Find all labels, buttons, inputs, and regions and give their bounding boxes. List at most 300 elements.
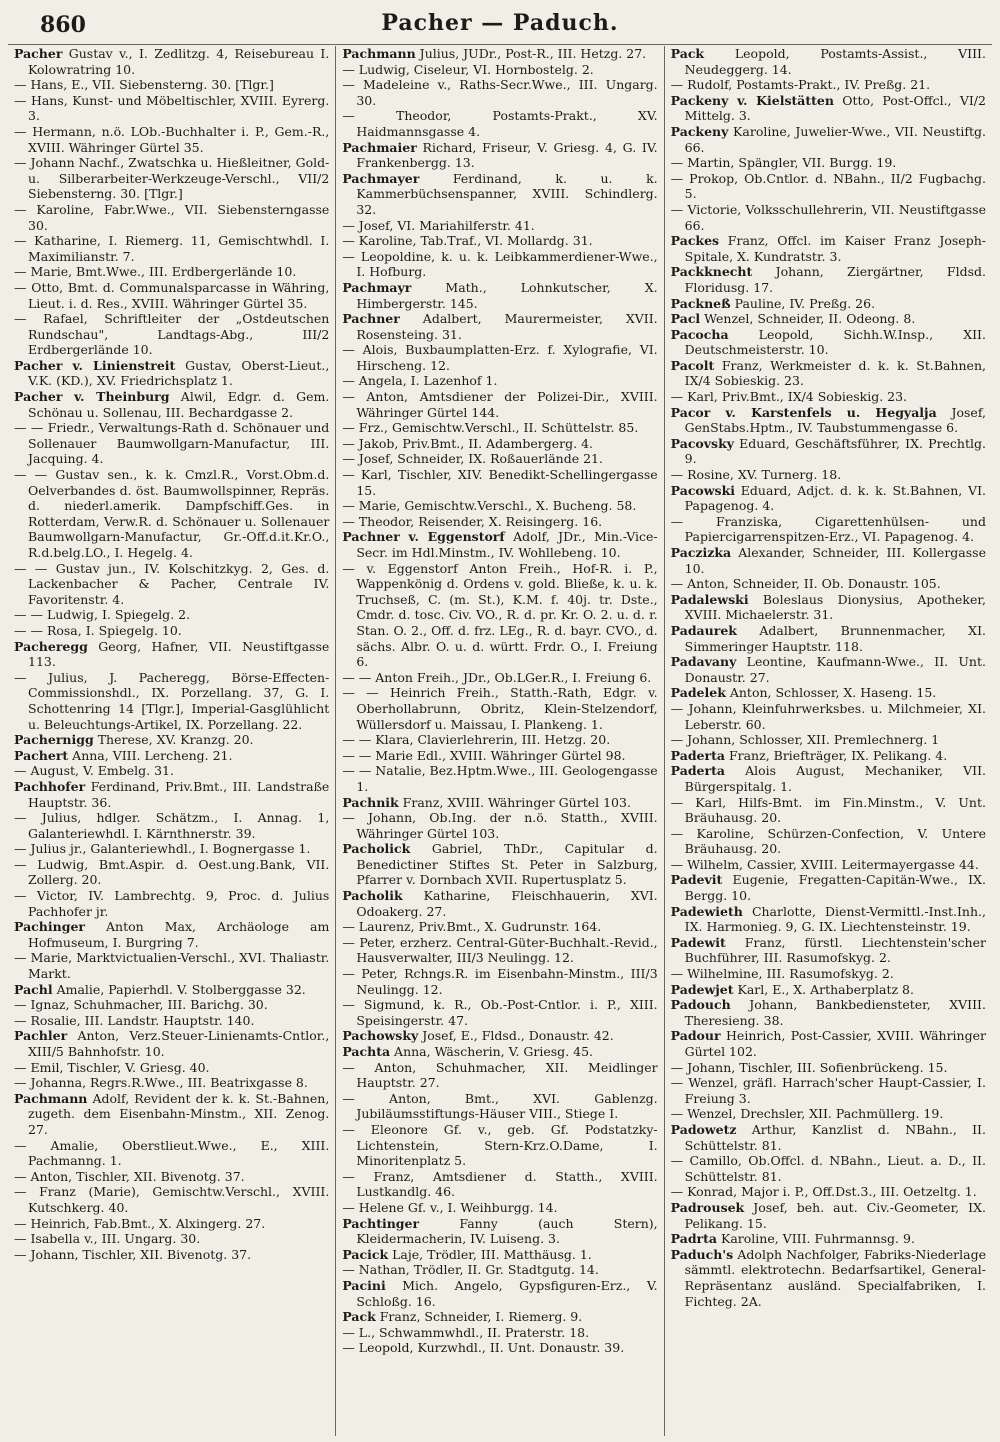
- entry-details: — Sigmund, k. R., Ob.-Post-Cntlor. i. P., XIII. Speisingerstr. 47.: [342, 997, 658, 1028]
- directory-entry: [342, 841, 657, 888]
- entry-details: — Anton, Tischler, XII. Bivenotg. 37.: [14, 1168, 245, 1184]
- directory-entry: [671, 732, 986, 748]
- directory-entry: [671, 1184, 986, 1200]
- entry-details: Josef, GenStabs.Hptm., IV. Taubstummengasse 6.: [684, 404, 986, 436]
- directory-entry: [342, 748, 657, 764]
- directory-entry: [14, 202, 329, 233]
- directory-entry: [671, 311, 986, 327]
- directory-entry: [14, 857, 329, 888]
- entry-details: — Anton, Amtsdiener der Polizei-Dir., XVIII. Währinger Gürtel 144.: [342, 389, 658, 420]
- entry-details: — Ludwig, Bmt.Aspir. d. Oest.ung.Bank, VII. Zollerg. 20.: [14, 856, 330, 888]
- directory-entry: [671, 795, 986, 826]
- entry-details: — Jakob, Priv.Bmt., II. Adambergerg. 4.: [342, 435, 594, 451]
- directory-entry: [14, 888, 329, 919]
- entry-surname: Paczizka: [670, 545, 732, 560]
- directory-entry: [671, 872, 986, 903]
- entry-details: Alwil, Edgr. d. Gem. Schönau u. Sollenau, III. Bechardgasse 2.: [28, 389, 330, 420]
- entry-surname: Pacini: [342, 1277, 386, 1293]
- entry-surname: Pacholik: [342, 888, 403, 904]
- directory-entry: [342, 670, 657, 686]
- directory-entry: [342, 888, 657, 919]
- directory-entry: [671, 982, 986, 998]
- entry-details: Alois August, Mechaniker, VII. Bürgerspitalg. 1.: [684, 763, 986, 794]
- entry-surname: Pachner v. Eggenstorf: [342, 529, 505, 545]
- entry-surname: Padouch: [670, 997, 731, 1013]
- directory-entry: [342, 311, 657, 342]
- entry-details: — Anton, Schneider, II. Ob. Donaustr. 105.: [670, 576, 941, 592]
- entry-details: — Franz, Amtsdiener d. Statth., XVIII. Lustkandlg. 46.: [342, 1168, 658, 1200]
- entry-surname: Pack: [342, 1309, 376, 1325]
- entry-surname: Packes: [670, 233, 720, 249]
- entry-details: Georg, Hafner, VII. Neustiftgasse 113.: [28, 638, 330, 670]
- entry-details: Heinrich, Post-Cassier, XVIII. Währinger Gürtel 102.: [684, 1028, 986, 1059]
- entry-details: Fanny (auch Stern), Kleidermacherin, IV. Luiseng. 3.: [356, 1215, 658, 1247]
- entry-details: Pauline, IV. Preßg. 26.: [730, 295, 876, 311]
- directory-entry: [671, 264, 986, 295]
- directory-entry: [671, 46, 986, 77]
- directory-entry: [671, 1153, 986, 1184]
- directory-entry: [342, 1200, 657, 1216]
- entry-surname: Pachowsky: [342, 1028, 419, 1044]
- entry-details: — Rafael, Schriftleiter der „Ostdeutschen Rundschau", Landtags-Abg., III/2 Erdbergerlände 10.: [14, 311, 330, 358]
- directory-entry: [14, 77, 329, 93]
- directory-entry: [14, 950, 329, 981]
- entry-details: Katharine, Fleischhauerin, XVI. Odoakerg. 27.: [356, 888, 658, 919]
- entry-details: Franz, Briefträger, IX. Pelikang. 4.: [724, 747, 948, 763]
- entry-details: — Alois, Buxbaumplatten-Erz. f. Xylografie, VI. Hirscheng. 12.: [342, 342, 658, 373]
- directory-entry: [14, 1231, 329, 1247]
- directory-entry: [342, 935, 657, 966]
- entry-details: Franz, XVIII. Währinger Gürtel 103.: [398, 794, 631, 810]
- directory-entry: [342, 966, 657, 997]
- entry-details: — Julius, J. Pacheregg, Börse-Effecten-Commissionshdl., IX. Porzellang. 37, G. I. Schottenring 14 [Tlgr.], Imperial-Gasglühlicht u. Beleuchtungs-Artikel, IX. Porzellang. 22.: [14, 669, 330, 732]
- directory-entry: [342, 108, 657, 139]
- entry-details: — Leopoldine, k. u. k. Leibkammerdiener-Wwe., I. Hofburg.: [342, 248, 658, 280]
- directory-entry: [14, 124, 329, 155]
- directory-entry: [342, 529, 657, 560]
- directory-entry: [671, 748, 986, 764]
- directory-entry: [342, 389, 657, 420]
- entry-details: — Theodor, Reisender, X. Reisingerg. 16.: [342, 513, 603, 529]
- directory-entry: [671, 77, 986, 93]
- directory-entry: [342, 1247, 657, 1263]
- entry-details: Otto, Post-Offcl., VI/2 Mittelg. 3.: [684, 92, 986, 124]
- entry-details: Boleslaus Dionysius, Apotheker, XVIII. Michaelerstr. 31.: [684, 591, 986, 623]
- directory-entry: [342, 1028, 657, 1044]
- directory-columns: [8, 46, 992, 1436]
- directory-entry: [671, 405, 986, 436]
- entry-details: Gustav v., I. Zedlitzg. 4, Reisebureau I. Kolowratring 10.: [28, 46, 330, 77]
- directory-entry: [671, 701, 986, 732]
- entry-details: — Peter, Rchngs.R. im Eisenbahn-Minstm., III/3 Neulingg. 12.: [342, 966, 658, 997]
- directory-entry: [342, 451, 657, 467]
- entry-details: Laje, Trödler, III. Matthäusg. 1.: [388, 1246, 592, 1262]
- directory-entry: [342, 1309, 657, 1325]
- entry-details: — — Ludwig, I. Spiegelg. 2.: [14, 607, 191, 623]
- entry-details: — Wilhelm, Cassier, XVIII. Leitermayergasse 44.: [670, 856, 979, 872]
- entry-details: Julius, JUDr., Post-R., III. Hetzg. 27.: [415, 46, 647, 61]
- directory-entry: [671, 296, 986, 312]
- directory-entry: [14, 841, 329, 857]
- entry-details: — Karl, Hilfs-Bmt. im Fin.Minstm., V. Unt. Bräuhausg. 20.: [670, 794, 986, 826]
- directory-entry: [14, 311, 329, 358]
- directory-entry: [14, 93, 329, 124]
- entry-details: Leopold, Postamts-Assist., VIII. Neudeggerg. 14.: [684, 46, 986, 77]
- entry-details: — Camillo, Ob.Offcl. d. NBahn., Lieut. a. D., II. Schüttelstr. 81.: [670, 1153, 986, 1184]
- directory-entry: [14, 1138, 329, 1169]
- directory-entry: [671, 155, 986, 171]
- entry-details: Adolf, Revident der k. k. St.-Bahnen, zugeth. dem Eisenbahn-Minstm., XII. Zenog. 27.: [28, 1090, 330, 1137]
- entry-details: — — Gustav jun., IV. Kolschitzkyg. 2, Ges. d. Lackenbacher & Pacher, Centrale IV. Favoritenstr. 4.: [14, 560, 330, 607]
- entry-details: Adalbert, Brunnenmacher, XI. Simmeringer Hauptstr. 118.: [684, 622, 986, 654]
- directory-entry: [342, 140, 657, 171]
- entry-details: — Anton, Schuhmacher, XII. Meidlinger Hauptstr. 27.: [342, 1059, 658, 1091]
- entry-details: Eugenie, Fregatten-Capitän-Wwe., IX. Bergg. 10.: [684, 872, 986, 904]
- directory-entry: [671, 763, 986, 794]
- entry-details: — Eleonore Gf. v., geb. Gf. Podstatzky-Lichtenstein, Stern-Krz.O.Dame, I. Minoritenplatz 5.: [342, 1121, 658, 1169]
- directory-entry: [671, 935, 986, 966]
- entry-details: Adolph Nachfolger, Fabriks-Niederlage sämmtl. elektrotechn. Bedarfsartikel, General-Repräsentanz ausländ. Specialfabriken, I. Fichteg. 2A.: [684, 1246, 986, 1309]
- entry-details: — Marie, Bmt.Wwe., III. Erdbergerlände 10.: [14, 264, 297, 280]
- directory-entry: [671, 389, 986, 405]
- entry-surname: Padowetz: [670, 1121, 737, 1137]
- entry-details: — Heinrich, Fab.Bmt., X. Alxingerg. 27.: [14, 1215, 266, 1231]
- entry-details: — Angela, I. Lazenhof 1.: [342, 373, 498, 389]
- entry-details: — Johann, Tischler, III. Sofienbrückeng. 15.: [670, 1059, 948, 1075]
- directory-entry: [342, 1278, 657, 1309]
- entry-details: — Josef, VI. Mariahilferstr. 41.: [342, 217, 535, 233]
- entry-surname: Packeny: [670, 123, 729, 139]
- directory-entry: [671, 545, 986, 576]
- entry-surname: Pack: [670, 46, 705, 61]
- directory-entry: [342, 436, 657, 452]
- entry-details: Gabriel, ThDr., Capitular d. Benedictiner Stiftes St. Peter in Salzburg, Pfarrer v. Dornbach XVII. Rupertusplatz 5.: [356, 841, 658, 888]
- directory-entry: [14, 1091, 329, 1138]
- entry-surname: Pacolt: [670, 357, 715, 373]
- directory-entry: [671, 1075, 986, 1106]
- directory-entry: [342, 171, 657, 218]
- page-number: 860: [40, 12, 86, 38]
- entry-details: — Johanna, Regrs.R.Wwe., III. Beatrixgasse 8.: [14, 1075, 308, 1091]
- directory-entry: [671, 327, 986, 358]
- entry-details: — Johann, Tischler, XII. Bivenotg. 37.: [14, 1246, 252, 1262]
- directory-entry: [671, 171, 986, 202]
- entry-surname: Pacher v. Linienstreit: [14, 357, 176, 373]
- directory-entry: [14, 1247, 329, 1263]
- directory-entry: [342, 420, 657, 436]
- directory-column-2: [335, 46, 663, 1436]
- directory-entry: [14, 1075, 329, 1091]
- entry-details: — Marie, Marktvictualien-Verschl., XVI. Thaliastr. Markt.: [14, 950, 330, 982]
- directory-entry: [342, 919, 657, 935]
- entry-details: — L., Schwammwhdl., II. Praterstr. 18.: [342, 1324, 590, 1340]
- entry-details: — Amalie, Oberstlieut.Wwe., E., XIII. Pachmanng. 1.: [14, 1137, 330, 1169]
- directory-entry: [671, 997, 986, 1028]
- directory-entry: [671, 124, 986, 155]
- entry-details: — Hans, E., VII. Siebensterng. 30. [Tlgr.]: [14, 77, 274, 93]
- directory-entry: [671, 514, 986, 545]
- entry-surname: Pachmayr: [342, 279, 412, 295]
- directory-entry: [14, 1184, 329, 1215]
- directory-entry: [342, 467, 657, 498]
- directory-entry: [342, 1216, 657, 1247]
- entry-details: — — Klara, Clavierlehrerin, III. Hetzg. 20.: [342, 732, 611, 748]
- entry-surname: Padalewski: [670, 591, 749, 607]
- directory-entry: [14, 607, 329, 623]
- directory-entry: [342, 218, 657, 234]
- entry-details: — Wenzel, gräfl. Harrach'scher Haupt-Cassier, I. Freiung 3.: [670, 1075, 986, 1106]
- directory-entry: [671, 592, 986, 623]
- entry-details: — Franziska, Cigarettenhülsen- und Papiercigarrenspitzen-Erz., VI. Papagenog. 4.: [670, 513, 986, 545]
- entry-details: — Victorie, Volksschullehrerin, VII. Neustiftgasse 66.: [670, 201, 986, 233]
- directory-entry: [342, 498, 657, 514]
- entry-surname: Pachner: [342, 311, 400, 327]
- entry-details: — Johann Nachf., Zwatschka u. Hießleitner, Gold- u. Silberarbeiter-Werkzeuge-Verschl., VII/2 Siebensterng. 30. [Tlgr.]: [14, 155, 330, 202]
- entry-surname: Packeny v. Kielstätten: [670, 92, 834, 108]
- directory-entry: [671, 685, 986, 701]
- entry-surname: Pacor v. Karstenfels u. Hegyalja: [670, 404, 937, 420]
- entry-details: — Katharine, I. Riemerg. 11, Gemischtwhdl. I. Maximilianstr. 7.: [14, 233, 330, 264]
- directory-entry: [671, 1028, 986, 1059]
- entry-details: Johann, Bankbediensteter, XVIII. Theresieng. 38.: [684, 997, 986, 1028]
- entry-details: — Rosine, XV. Turnerg. 18.: [670, 467, 842, 483]
- entry-surname: Paduch's: [670, 1246, 734, 1262]
- directory-entry: [14, 982, 329, 998]
- entry-details: Ferdinand, k. u. k. Kammerbüchsenspanner, XVIII. Schindlerg. 32.: [356, 170, 658, 217]
- entry-surname: Pachnik: [342, 794, 399, 810]
- directory-entry: [14, 1060, 329, 1076]
- directory-entry: [14, 810, 329, 841]
- entry-details: — Prokop, Ob.Cntlor. d. NBahn., II/2 Fugbachg. 5.: [670, 170, 986, 202]
- entry-surname: Pacher: [14, 46, 63, 61]
- entry-surname: Padewit: [670, 934, 726, 950]
- directory-entry: [14, 233, 329, 264]
- directory-entry: [342, 373, 657, 389]
- directory-entry: [671, 467, 986, 483]
- entry-details: Karoline, VIII. Fuhrmannsg. 9.: [717, 1231, 915, 1247]
- entry-surname: Pacher v. Theinburg: [14, 389, 170, 405]
- entry-details: Eduard, Adjct. d. k. k. St.Bahnen, VI. Papagenog. 4.: [684, 482, 986, 514]
- entry-details: Richard, Friseur, V. Griesg. 4, G. IV. Frankenbergg. 13.: [356, 139, 658, 171]
- directory-entry: [342, 342, 657, 373]
- directory-entry: [342, 249, 657, 280]
- directory-entry: [671, 93, 986, 124]
- entry-surname: Pachert: [14, 747, 69, 763]
- entry-details: — — Heinrich Freih., Statth.-Rath, Edgr. v. Oberhollabrunn, Obritz, Klein-Stelzendorf, Wüllersdorf u. Maissau, I. Plankeng. 1.: [342, 685, 658, 732]
- directory-entry: [14, 639, 329, 670]
- entry-surname: Padavany: [670, 654, 737, 670]
- directory-entry: [342, 233, 657, 249]
- directory-column-3: [664, 46, 992, 1436]
- entry-details: Eduard, Geschäftsführer, IX. Prechtlg. 9.: [684, 435, 986, 467]
- entry-details: Franz, fürstl. Liechtenstein'scher Buchführer, III. Rasumofskyg. 2.: [684, 934, 986, 966]
- entry-details: — Karl, Priv.Bmt., IX/4 Sobieskig. 23.: [670, 389, 908, 405]
- entry-details: — Johann, Kleinfuhrwerksbes. u. Milchmeier, XI. Leberstr. 60.: [670, 700, 986, 732]
- directory-entry: [342, 1262, 657, 1278]
- entry-details: — Theodor, Postamts-Prakt., XV. Haidmannsgasse 4.: [342, 108, 658, 139]
- entry-details: — Ignaz, Schuhmacher, III. Barichg. 30.: [14, 997, 268, 1013]
- entry-details: — August, V. Embelg. 31.: [14, 763, 174, 779]
- directory-entry: [14, 919, 329, 950]
- directory-entry: [342, 997, 657, 1028]
- entry-surname: Pachernigg: [14, 732, 94, 748]
- entry-surname: Pachmann: [14, 1090, 88, 1106]
- entry-details: — Johann, Schlosser, XII. Premlechnerg. 1: [670, 732, 940, 748]
- directory-entry: [14, 623, 329, 639]
- entry-details: — Marie, Gemischtw.Verschl., X. Bucheng. 58.: [342, 498, 637, 514]
- entry-details: — Konrad, Major i. P., Off.Dst.3., III. Oetzeltg. 1.: [670, 1184, 977, 1200]
- entry-surname: Packknecht: [670, 264, 753, 280]
- entry-details: — Karoline, Fabr.Wwe., VII. Siebensterngasse 30.: [14, 201, 330, 233]
- entry-surname: Padour: [670, 1028, 721, 1044]
- entry-surname: Pacheregg: [14, 638, 88, 654]
- entry-surname: Packneß: [670, 295, 731, 311]
- directory-entry: [14, 467, 329, 561]
- entry-surname: Pachl: [14, 981, 53, 997]
- directory-entry: [342, 732, 657, 748]
- entry-details: — Johann, Ob.Ing. der n.ö. Statth., XVIII. Währinger Gürtel 103.: [342, 810, 658, 841]
- directory-entry: [342, 280, 657, 311]
- entry-surname: Pacowski: [670, 482, 735, 498]
- directory-entry: [342, 77, 657, 108]
- directory-entry: [342, 810, 657, 841]
- entry-details: Wenzel, Schneider, II. Odeong. 8.: [700, 311, 916, 327]
- entry-details: Franz, Schneider, I. Riemerg. 9.: [375, 1309, 583, 1325]
- entry-details: — Leopold, Kurzwhdl., II. Unt. Donaustr. 39.: [342, 1340, 625, 1356]
- directory-entry: [671, 576, 986, 592]
- entry-surname: Pachler: [14, 1028, 68, 1044]
- entry-surname: Pachmaier: [342, 139, 417, 155]
- entry-details: — Peter, erzherz. Central-Güter-Buchhalt.-Revid., Hausverwalter, III/3 Neulingg. 12.: [342, 934, 658, 966]
- directory-entry: [14, 420, 329, 467]
- entry-details: Adolf, JDr., Min.-Vice-Secr. im Hdl.Minstm., IV. Wohllebeng. 10.: [356, 529, 658, 560]
- entry-details: — Rudolf, Postamts-Prakt., IV. Preßg. 21.: [670, 77, 931, 93]
- directory-entry: [671, 966, 986, 982]
- entry-details: Gustav, Oberst-Lieut., V.K. (KD.), XV. Friedrichsplatz 1.: [28, 357, 330, 389]
- directory-entry: [342, 1169, 657, 1200]
- directory-entry: [342, 795, 657, 811]
- directory-entry: [342, 763, 657, 794]
- directory-entry: [14, 561, 329, 608]
- entry-details: — Hermann, n.ö. LOb.-Buchhalter i. P., Gem.-R., XVIII. Währinger Gürtel 35.: [14, 123, 330, 155]
- entry-details: Leontine, Kaufmann-Wwe., II. Unt. Donaustr. 27.: [684, 654, 986, 685]
- directory-entry: [14, 779, 329, 810]
- directory-entry: [671, 1231, 986, 1247]
- directory-column-1: [8, 46, 335, 1436]
- entry-details: Anton, Verz.Steuer-Linienamts-Cntlor., XIII/5 Bahnhofstr. 10.: [28, 1028, 330, 1059]
- directory-entry: [671, 857, 986, 873]
- entry-details: Alexander, Schneider, III. Kollergasse 10.: [684, 545, 986, 576]
- directory-entry: [342, 1091, 657, 1122]
- entry-surname: Pachtinger: [342, 1215, 420, 1231]
- entry-details: — Martin, Spängler, VII. Burgg. 19.: [670, 155, 897, 171]
- entry-details: Charlotte, Dienst-Vermittl.-Inst.Inh., IX. Harmonieg. 9, G. IX. Liechtensteinstr. 19.: [684, 903, 986, 935]
- entry-surname: Pacovsky: [670, 435, 734, 451]
- entry-details: Karl, E., X. Arthaberplatz 8.: [733, 981, 914, 997]
- entry-details: — Frz., Gemischtw.Verschl., II. Schüttelstr. 85.: [342, 420, 639, 436]
- directory-entry: [14, 264, 329, 280]
- directory-entry: [671, 826, 986, 857]
- entry-details: Anton, Schlosser, X. Haseng. 15.: [725, 685, 937, 701]
- page-header: [8, 0, 992, 45]
- entry-surname: Padevit: [670, 872, 723, 888]
- entry-details: — Wilhelmine, III. Rasumofskyg. 2.: [670, 966, 894, 982]
- directory-entry: [14, 732, 329, 748]
- entry-details: Arthur, Kanzlist d. NBahn., II. Schüttelstr. 81.: [684, 1121, 986, 1153]
- entry-details: — — Gustav sen., k. k. Cmzl.R., Vorst.Obm.d. Oelverbandes d. öst. Baumwollspinner, Repräs. d. niederl.amerik. Dampfschiff.Ges. in Rotterdam, Verw.R. d. Schönauer u. Sollenauer Baumwollgarn-Manufactur, Gr.-Off.d.it.Kr.O., R.d.belg.LO., I. Hegelg. 4.: [14, 467, 330, 560]
- entry-details: — Laurenz, Priv.Bmt., X. Gudrunstr. 164.: [342, 919, 602, 935]
- entry-details: — — Anton Freih., JDr., Ob.LGer.R., I. Freiung 6.: [342, 669, 652, 685]
- directory-entry: [14, 155, 329, 202]
- directory-entry: [342, 1340, 657, 1356]
- directory-entry: [14, 389, 329, 420]
- entry-details: — v. Eggenstorf Anton Freih., Hof-R. i. P., Wappenkönig d. Ordens v. gold. Bließe, k. u. k. Truchseß, C. (m. St.), K.M. f. 40j. tr. Dste., Cmdr. d. tosc. Civ. VO., R. d. pr. Kr. O. 2. u. d. r. Stan. O. 2., Off. d. frz. LEg., R. d. bayr. CVO., d. sächs. Albr. O. u. d. württ. Frdr. O., I. Freiung 6.: [342, 560, 658, 670]
- entry-surname: Padewieth: [670, 903, 743, 919]
- entry-surname: Pacholick: [342, 841, 411, 857]
- directory-entry: [342, 62, 657, 78]
- directory-entry: [14, 997, 329, 1013]
- directory-entry: [671, 1122, 986, 1153]
- directory-entry: [14, 358, 329, 389]
- entry-surname: Pacl: [670, 311, 701, 327]
- directory-entry: [14, 670, 329, 732]
- directory-entry: [14, 280, 329, 311]
- entry-details: — Madeleine v., Raths-Secr.Wwe., III. Ungarg. 30.: [342, 77, 658, 108]
- entry-details: — Karoline, Schürzen-Confection, V. Untere Bräuhausg. 20.: [670, 825, 986, 857]
- directory-entry: [671, 436, 986, 467]
- directory-entry: [14, 1013, 329, 1029]
- entry-details: — Karoline, Tab.Traf., VI. Mollardg. 31.: [342, 233, 593, 249]
- entry-details: — Ludwig, Ciseleur, VI. Hornbostelg. 2.: [342, 61, 594, 77]
- entry-details: Mich. Angelo, Gypsfiguren-Erz., V. Schloßg. 16.: [356, 1277, 658, 1309]
- entry-details: — Julius jr., Galanteriewhdl., I. Bognergasse 1.: [14, 841, 311, 857]
- directory-entry: [671, 1060, 986, 1076]
- directory-entry: [671, 233, 986, 264]
- entry-surname: Pacocha: [670, 326, 729, 342]
- directory-entry: [14, 748, 329, 764]
- directory-entry: [671, 1200, 986, 1231]
- entry-details: — Emil, Tischler, V. Griesg. 40.: [14, 1059, 210, 1075]
- directory-entry: [342, 1325, 657, 1341]
- directory-entry: [14, 1028, 329, 1059]
- entry-details: — Isabella v., III. Ungarg. 30.: [14, 1231, 201, 1247]
- entry-details: — — Friedr., Verwaltungs-Rath d. Schönauer und Sollenauer Baumwollgarn-Manufactur, III. Jacquing. 4.: [14, 420, 330, 467]
- entry-details: Johann, Ziergärtner, Fldsd. Floridusg. 17.: [684, 264, 986, 295]
- entry-details: Franz, Werkmeister d. k. k. St.Bahnen, IX/4 Sobieskig. 23.: [684, 357, 986, 389]
- entry-surname: Pachmann: [342, 46, 416, 61]
- entry-details: — — Rosa, I. Spiegelg. 10.: [14, 622, 182, 638]
- entry-surname: Padaurek: [670, 622, 737, 638]
- entry-surname: Padrousek: [670, 1199, 745, 1215]
- entry-details: — Hans, Kunst- und Möbeltischler, XVIII. Eyrerg. 3.: [14, 92, 330, 124]
- directory-entry: [671, 654, 986, 685]
- entry-details: — Nathan, Trödler, II. Gr. Stadtgutg. 14.: [342, 1262, 599, 1278]
- entry-details: Franz, Offcl. im Kaiser Franz Joseph-Spitale, X. Kundratstr. 3.: [684, 233, 986, 264]
- directory-entry: [342, 1122, 657, 1169]
- directory-entry: [342, 1044, 657, 1060]
- running-head: Pacher — Paduch.: [381, 10, 619, 36]
- entry-details: — Julius, hdlger. Schätzm., I. Annag. 1, Galanteriewhdl. I. Kärnthnerstr. 39.: [14, 810, 330, 841]
- entry-details: — Anton, Bmt., XVI. Gablenzg. Jubiläumsstiftungs-Häuser VIII., Stiege I.: [342, 1090, 658, 1122]
- directory-entry: [671, 623, 986, 654]
- directory-entry: [671, 904, 986, 935]
- directory-entry: [671, 1247, 986, 1309]
- directory-entry: [671, 202, 986, 233]
- entry-surname: Padelek: [670, 685, 726, 701]
- entry-details: Anton Max, Archäologe am Hofmuseum, I. Burgring 7.: [28, 919, 330, 950]
- entry-surname: Pachmayer: [342, 170, 420, 186]
- entry-details: — — Marie Edl., XVIII. Währinger Gürtel 98.: [342, 747, 626, 763]
